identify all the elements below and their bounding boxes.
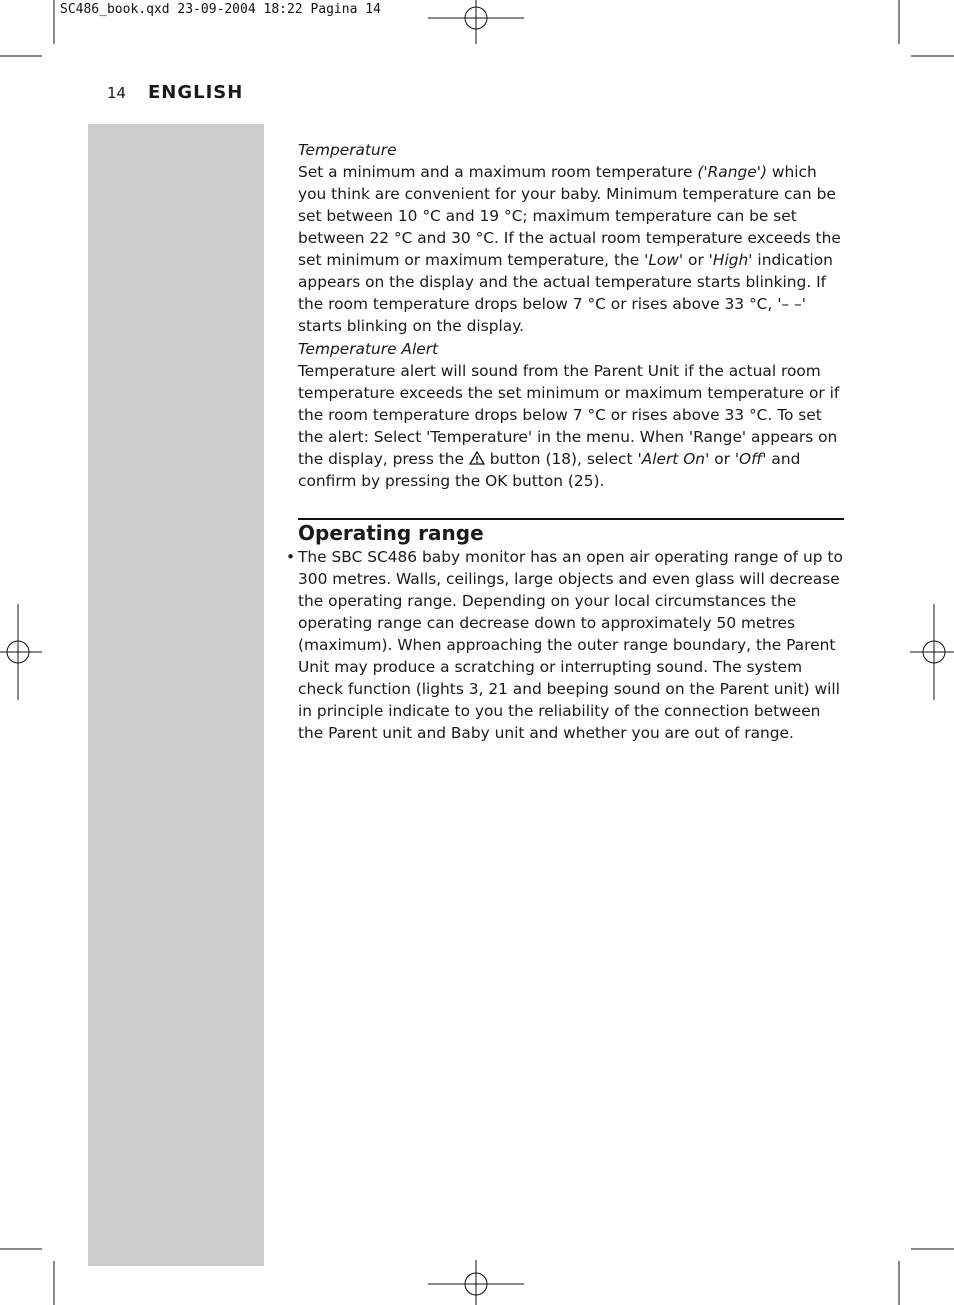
grey-sidebar bbox=[88, 124, 264, 1266]
page-number: 14 bbox=[107, 84, 127, 102]
temperature-alert-body: Temperature alert will sound from the Parent Unit if the actual room temperature exceeds the set minimum or maximum temperature or if the room temperature drops below 7 °C or rises above 33 °C. To set the alert: Select 'Temperature' in the menu. When 'Range' appears on the display, press the button (18), select 'Alert On' or 'Off' and confirm by pressing the OK button (25). bbox=[298, 362, 840, 490]
registration-mark-top bbox=[428, 0, 524, 44]
operating-range-text: The SBC SC486 baby monitor has an open air operating range of up to 300 metres. Walls, ceilings, large objects and even glass will decrease the operating range. Depending on your local circumstances the operating range can decrease down to approximately 50 metres (maximum). When approaching the outer range boundary, the Parent Unit may produce a scratching or interrupting sound. The system check function (lights 3, 21 and beeping sound on the Parent unit) will in principle indicate to you the reliability of the connection between the Parent unit and Baby unit and whether you are out of range. bbox=[298, 548, 843, 742]
print-slug: SC486_book.qxd 23-09-2004 18:22 Pagina 14 bbox=[60, 2, 381, 17]
section-label: ENGLISH bbox=[148, 82, 244, 103]
temperature-body: Set a minimum and a maximum room temperature ('Range') which you think are convenient for your baby. Minimum temperature can be set between 10 °C and 19 °C; maximum temperature can be set between 22 °C and 30 °C. If the actual room temperature exceeds the set minimum or maximum temperature, the 'Low' or 'High' indication appears on the display and the actual temperature starts blinking. If the room temperature drops below 7 °C or rises above 33 °C, '– –' starts blinking on the display. bbox=[298, 163, 841, 335]
registration-mark-bottom bbox=[428, 1260, 524, 1305]
section-divider bbox=[298, 518, 844, 520]
registration-mark-left bbox=[0, 604, 42, 700]
warning-triangle-icon bbox=[469, 451, 485, 465]
bullet-dot: • bbox=[286, 548, 296, 566]
registration-mark-right bbox=[910, 604, 954, 700]
operating-range-heading: Operating range bbox=[298, 521, 484, 545]
temperature-title: Temperature bbox=[298, 141, 397, 159]
temperature-alert-title: Temperature Alert bbox=[298, 340, 439, 358]
temperature-alert-section bbox=[298, 338, 844, 492]
temperature-section bbox=[298, 139, 844, 337]
